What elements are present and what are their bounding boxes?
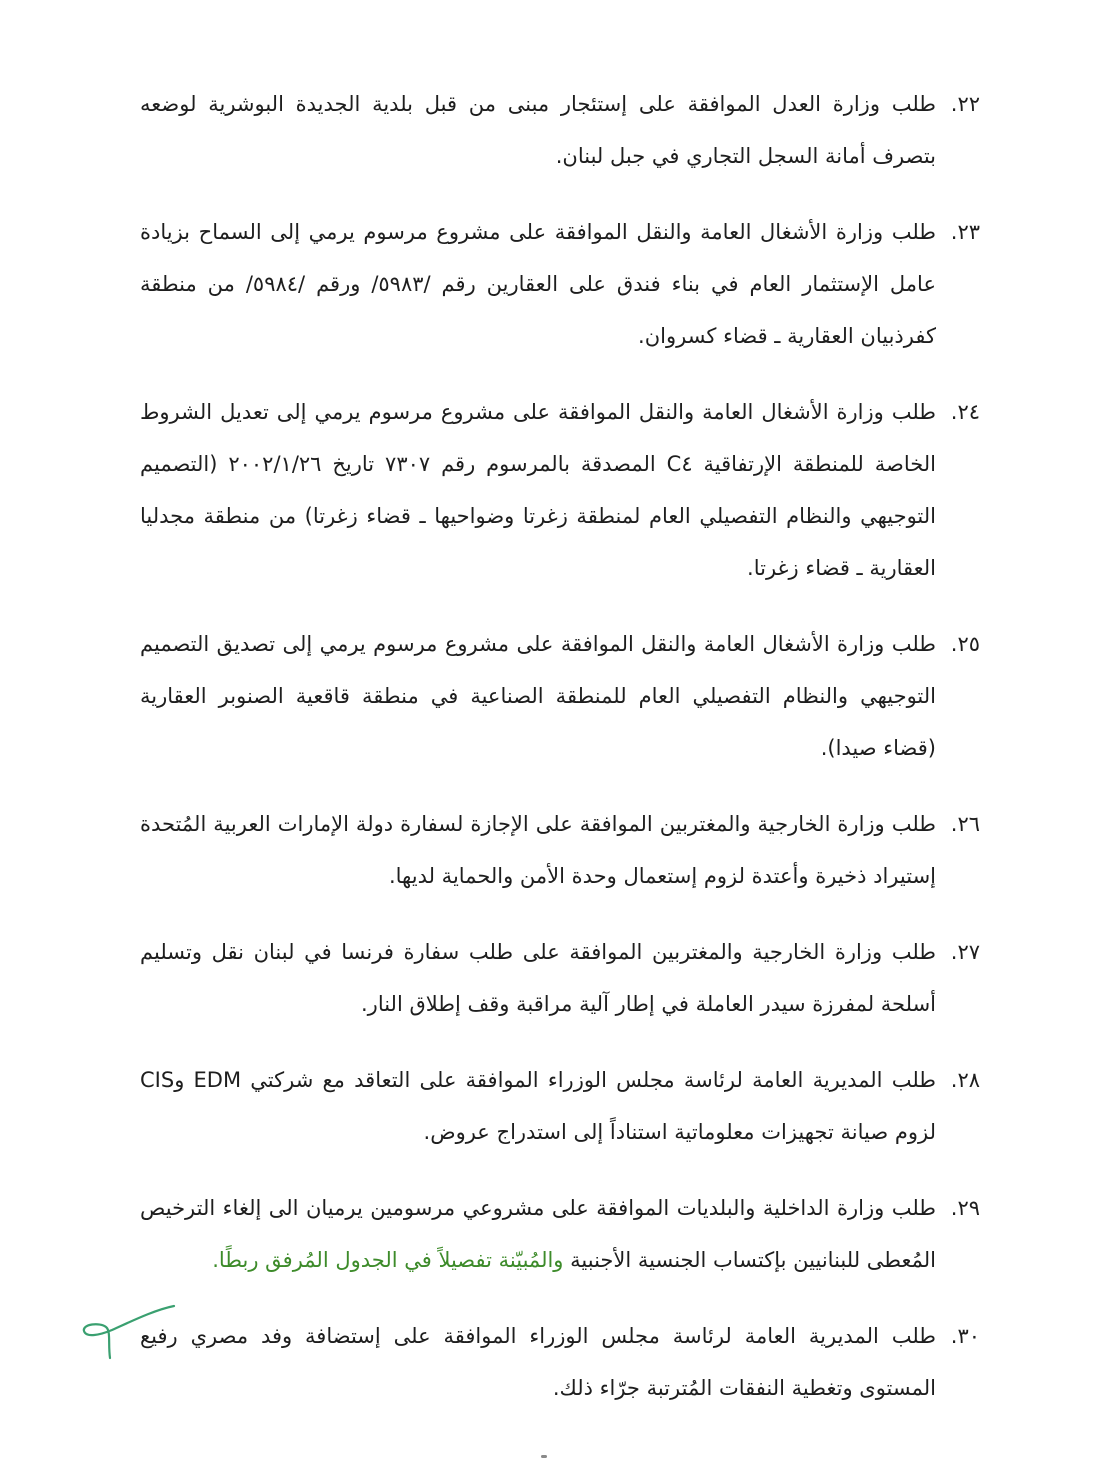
item-number: ٢٢. — [950, 92, 980, 116]
item-text: طلب وزارة الخارجية والمغتربين الموافقة على الإجازة لسفارة دولة الإمارات العربية المُتحدة إستيراد ذخيرة وأعتدة لزوم إستعمال وحدة الأمن والحماية لديها. — [140, 812, 936, 888]
item-text: طلب وزارة الخارجية والمغتربين الموافقة على طلب سفارة فرنسا في لبنان نقل وتسليم أسلحة لمفرزة سيدر العاملة في إطار آلية مراقبة وقف إطلاق النار. — [140, 940, 936, 1016]
agenda-item-25 — [140, 618, 980, 774]
item-text: طلب المديرية العامة لرئاسة مجلس الوزراء الموافقة على التعاقد مع شركتي EDM وCIS لزوم صيانة تجهيزات معلوماتية استناداً إلى استدراج عروض. — [140, 1068, 936, 1144]
agenda-item-23 — [140, 206, 980, 362]
item-number: ٣٠. — [950, 1324, 980, 1348]
item-text: طلب وزارة العدل الموافقة على إستئجار مبنى من قبل بلدية الجديدة البوشرية لوضعه بتصرف أمانة السجل التجاري في جبل لبنان. — [140, 92, 936, 168]
agenda-item-24 — [140, 386, 980, 594]
item-text: طلب المديرية العامة لرئاسة مجلس الوزراء الموافقة على إستضافة وفد مصري رفيع المستوى وتغطية النفقات المُترتبة جرّاء ذلك. — [140, 1324, 936, 1400]
item-number: ٢٦. — [950, 812, 980, 836]
handwritten-signature-icon — [78, 1300, 188, 1370]
item-text-container — [140, 1182, 936, 1286]
item-number: ٢٣. — [950, 220, 980, 244]
agenda-item-27 — [140, 926, 980, 1030]
item-text: طلب وزارة الأشغال العامة والنقل الموافقة على مشروع مرسوم يرمي إلى تصديق التصميم التوجيهي والنظام التفصيلي العام للمنطقة الصناعية في منطقة قاقعية الصنوبر العقارية (قضاء صيدا). — [140, 632, 936, 760]
item-number: ٢٤. — [950, 400, 980, 424]
item-text: طلب وزارة الأشغال العامة والنقل الموافقة على مشروع مرسوم يرمي إلى السماح بزيادة عامل الإستثمار العام في بناء فندق على العقارين رقم /٥٩٨٣/ ورقم /٥٩٨٤/ من منطقة كفرذبيان العقارية ـ قضاء كسروان. — [140, 220, 936, 348]
item-text: طلب وزارة الداخلية والبلديات الموافقة على مشروعي مرسومين يرميان الى إلغاء الترخيص المُعطى للبنانيين بإكتساب الجنسية الأجنبية — [140, 1196, 936, 1272]
agenda-item-29 — [140, 1182, 980, 1286]
item-number: ٢٧. — [950, 940, 980, 964]
item-number: ٢٨. — [950, 1068, 980, 1092]
page-footer-mark — [541, 1455, 547, 1458]
agenda-item-28 — [140, 1054, 980, 1158]
item-number: ٢٩. — [950, 1196, 980, 1220]
item-highlight-text: والمُبيّنة تفصيلاً في الجدول المُرفق ربطًا. — [212, 1248, 564, 1272]
agenda-item-22 — [140, 78, 980, 182]
item-text: طلب وزارة الأشغال العامة والنقل الموافقة على مشروع مرسوم يرمي إلى تعديل الشروط الخاصة للمنطقة الإرتفاقية C٤ المصدقة بالمرسوم رقم ٧٣٠٧ تاريخ ٢٠٠٢/١/٢٦ (التصميم التوجيهي والنظام التفصيلي العام لمنطقة زغرتا وضواحيها ـ قضاء زغرتا) من منطقة مجدليا العقارية ـ قضاء زغرتا. — [140, 400, 937, 580]
agenda-item-26 — [140, 798, 980, 902]
agenda-list — [140, 78, 980, 1438]
item-number: ٢٥. — [950, 632, 980, 656]
agenda-item-30 — [140, 1310, 980, 1414]
